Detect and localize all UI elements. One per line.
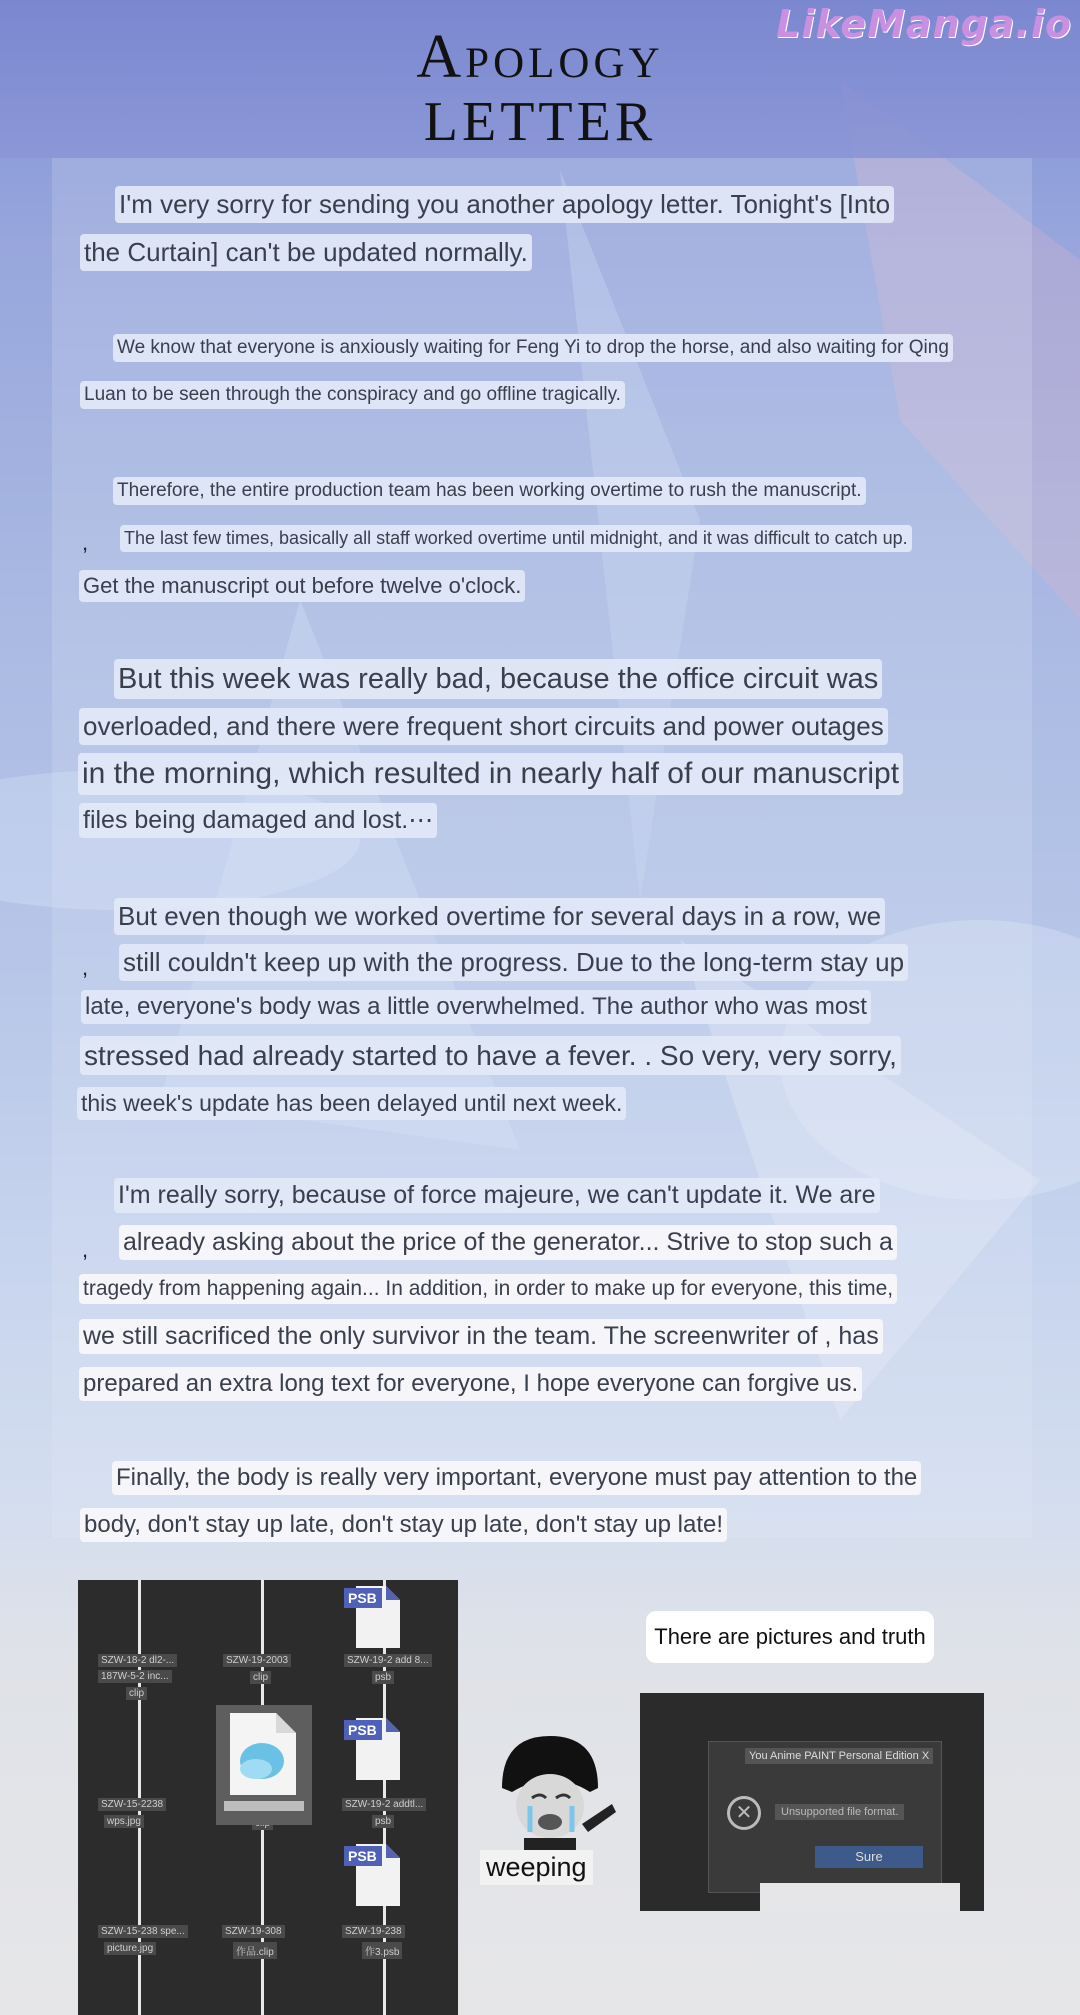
file-name: 作品.clip (233, 1942, 277, 1959)
psb-file-icon (344, 1840, 402, 1908)
sure-button[interactable]: Sure (815, 1846, 923, 1868)
psb-label: PSB (348, 1848, 377, 1864)
file-name: 187W-5-2 inc... (98, 1670, 172, 1683)
clip-file-icon (216, 1705, 312, 1825)
file-browser-screenshot (78, 1580, 458, 2015)
letter-line: But even though we worked overtime for several days in a row, we (114, 898, 885, 935)
letter-line: files being damaged and lost.⋯ (79, 803, 437, 838)
letter-line: But this week was really bad, because the office circuit was (114, 659, 882, 699)
letter-line: the Curtain] can't be updated normally. (80, 234, 532, 271)
letter-line: tragedy from happening again... In addition, in order to make up for everyone, this time, (79, 1274, 897, 1304)
psb-label: PSB (348, 1590, 377, 1606)
letter-line: Therefore, the entire production team has been working overtime to rush the manuscript. (113, 477, 866, 505)
file-name: SZW-19-2 addtl... (342, 1798, 426, 1811)
dialog-title: You Anime PAINT Personal Edition X (745, 1748, 933, 1764)
file-name: psb (372, 1671, 394, 1684)
psb-file-icon (344, 1714, 402, 1782)
letter-line: late, everyone's body was a little overwhelmed. The author who was most (81, 990, 871, 1024)
psb-file-icon (344, 1582, 402, 1650)
dialog-shadow (760, 1883, 960, 1911)
file-name: clip (250, 1671, 271, 1684)
title-line-1: Apology (416, 23, 664, 91)
file-name: psb (372, 1815, 394, 1828)
site-watermark: LikeManga.io (776, 2, 1072, 46)
letter-line: prepared an extra long text for everyone, I hope everyone can forgive us. (79, 1367, 862, 1401)
file-name: picture.jpg (104, 1942, 156, 1955)
letter-line: still couldn't keep up with the progress. Due to the long-term stay up (119, 944, 908, 981)
crying-meme-face (482, 1728, 622, 1858)
letter-line: body, don't stay up late, don't stay up late, don't stay up late! (80, 1508, 727, 1542)
file-name: SZW-15-2238 (98, 1798, 166, 1811)
letter-line: I'm really sorry, because of force majeure, we can't update it. We are (114, 1178, 880, 1213)
file-name: SZW-19-2003 (223, 1654, 291, 1667)
letter-line: stressed had already started to have a fever. . So very, very sorry, (80, 1036, 901, 1075)
file-name: SZW-19-2 add 8... (344, 1654, 432, 1667)
letter-line: this week's update has been delayed until next week. (77, 1087, 626, 1120)
letter-line: I'm very sorry for sending you another apology letter. Tonight's [Into (115, 186, 894, 223)
letter-line: Finally, the body is really very important, everyone must pay attention to the (112, 1461, 921, 1495)
error-icon: ✕ (727, 1796, 761, 1830)
title-line-2: LETTER (423, 91, 657, 153)
letter-line: in the morning, which resulted in nearly half of our manuscript (78, 753, 903, 795)
dialog-message: Unsupported file format. (775, 1804, 904, 1820)
letter-line: already asking about the price of the generator... Strive to stop such a (119, 1225, 897, 1260)
letter-line: The last few times, basically all staff worked overtime until midnight, and it was difficult to catch up. (120, 525, 912, 552)
file-name: 作3.psb (362, 1942, 402, 1959)
letter-line: overloaded, and there were frequent short circuits and power outages (79, 708, 888, 745)
file-name: SZW-15-238 spe... (98, 1925, 188, 1938)
weeping-label: weeping (480, 1850, 593, 1885)
file-name: SZW-19-308 (222, 1925, 285, 1938)
truth-caption: There are pictures and truth (646, 1611, 934, 1663)
file-name: SZW-18-2 dl2-... (98, 1654, 177, 1667)
letter-line: Luan to be seen through the conspiracy and go offline tragically. (80, 381, 625, 409)
error-dialog (708, 1741, 942, 1893)
psb-label: PSB (348, 1722, 377, 1738)
stray-comma: , (82, 955, 89, 980)
letter-line: we still sacrificed the only survivor in the team. The screenwriter of , has (79, 1319, 883, 1354)
file-name: wps.jpg (104, 1815, 144, 1828)
error-dialog-screenshot (640, 1693, 984, 1911)
stray-comma: , (82, 530, 89, 555)
letter-line: We know that everyone is anxiously waiting for Feng Yi to drop the horse, and also waiting for Qing (113, 334, 953, 362)
stray-comma: , (82, 1237, 89, 1262)
file-name: clip (126, 1687, 147, 1700)
letter-line: Get the manuscript out before twelve o'clock. (79, 570, 525, 602)
file-name: SZW-19-238 (342, 1925, 405, 1938)
